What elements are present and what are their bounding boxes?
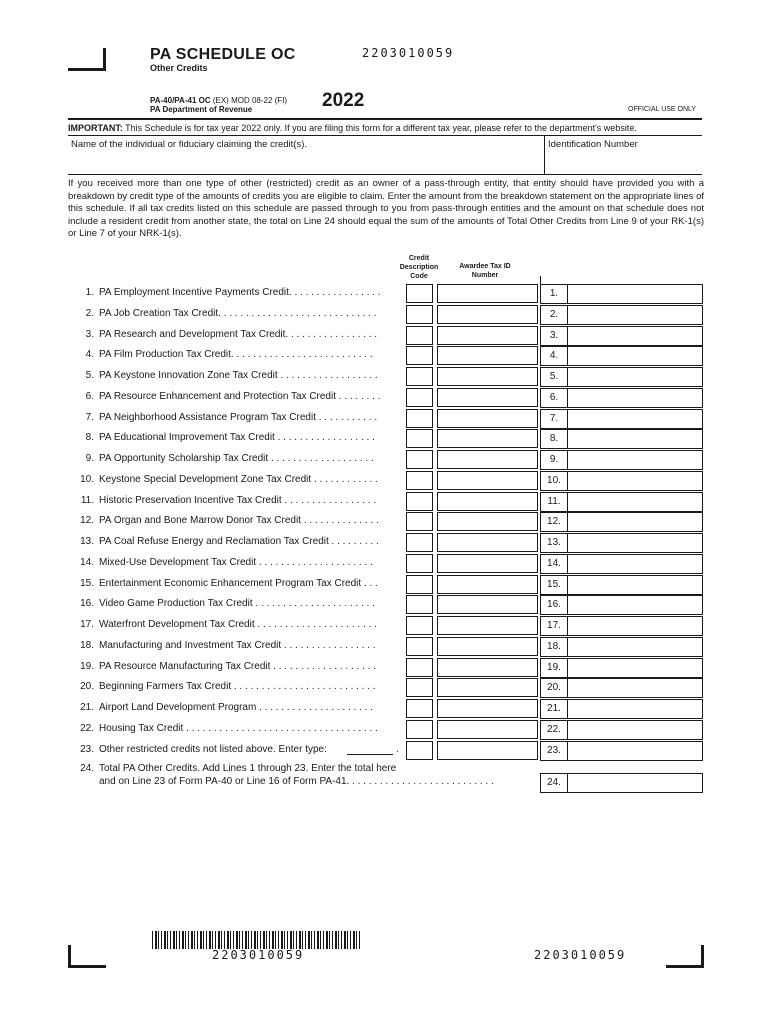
credit-line [0,326,770,346]
line-label: PA Keystone Innovation Zone Tax Credit . . . . . . . . . . . . . . . . . . [99,370,378,381]
amount-column-rule [540,276,541,284]
amount-input[interactable] [567,284,703,304]
corner-mark-bottom-left [68,945,106,968]
name-field-label: Name of the individual or fiduciary claiming the credit(s). [71,139,308,150]
line-label: Entertainment Economic Enhancement Program Tax Credit . . . [99,577,378,589]
line-number: 4. [85,349,94,361]
amount-input[interactable] [567,471,703,491]
barcode-number-bottom-left: 2203010059 [212,948,305,962]
line-label: Keystone Special Development Zone Tax Credit . . . . . . . . . . . . [99,473,378,485]
line-number: 18. [80,639,94,651]
amount-input[interactable] [567,720,703,740]
line-label: PA Coal Refuse Energy and Reclamation Tax Credit . . . . . . . . . [99,536,379,547]
line-ref: 12. [540,512,568,532]
awardee-tax-id-input[interactable] [437,554,538,573]
credit-code-input[interactable] [406,554,433,573]
amount-input[interactable] [567,388,703,408]
line-number: 9. [85,453,94,464]
credit-line [0,554,770,574]
line-number: 11. [80,494,94,506]
credit-line [0,741,770,761]
line-ref: 22. [540,720,568,740]
amount-input[interactable] [567,658,703,678]
amount-input[interactable] [567,346,703,366]
amount-input[interactable] [567,533,703,553]
line-label: PA Film Production Tax Credit. . . . . . . . . . . . . . . . . . . . . . . . . . [99,349,373,361]
line-number: 15. [80,577,94,589]
credit-code-input[interactable] [406,678,433,697]
amount-input[interactable] [567,554,703,574]
credit-code-input[interactable] [406,492,433,511]
line-label: PA Resource Enhancement and Protection Tax Credit . . . . . . . . [99,390,381,402]
credit-line [0,429,770,449]
credit-code-input[interactable] [406,699,433,718]
line-24-ref: 24. [540,773,568,793]
credit-code-input[interactable] [406,595,433,614]
line-number: 23. [80,743,94,755]
line-number: 8. [85,432,94,444]
credit-code-input[interactable] [406,346,433,365]
line-ref: 6. [540,388,568,408]
credit-line [0,575,770,595]
amount-input[interactable] [567,305,703,325]
credit-code-input[interactable] [406,326,433,345]
awardee-tax-id-input[interactable] [437,595,538,614]
awardee-tax-id-input[interactable] [437,637,538,656]
credit-code-input[interactable] [406,658,433,677]
official-use-only: OFFICIAL USE ONLY [628,106,697,113]
line-label: Housing Tax Credit . . . . . . . . . . . . . . . . . . . . . . . . . . . . . . . . . . . [99,722,378,734]
credit-line [0,699,770,719]
credit-code-input[interactable] [406,720,433,739]
line-ref: 16. [540,595,568,615]
awardee-tax-id-input[interactable] [437,658,538,677]
form-id: PA-40/PA-41 OC [150,96,211,105]
line-number: 16. [80,598,94,610]
line-ref: 4. [540,346,568,366]
credit-code-input[interactable] [406,409,433,428]
corner-mark-top-left [68,48,106,71]
instructions-paragraph: If you received more than one type of other (restricted) credit as an owner of a pass-through entity, that entity should have provided you with a breakdown by credit type of the amounts of credits you are eligible to claim. Enter the amount from the breakdown statement on the appropriate lines of this schedule. If all tax credits listed on this schedule are passed through to you from pass-through entities and the amount on that schedule does not include a resident credit from another state, the total on Line 24 should equal the sum of the amounts of Total Other Credits from Line 9 of your RK-1(s) or Line 7 of your NRK-1(s). [68,178,704,239]
credit-line [0,512,770,532]
line-number: 2. [85,307,94,319]
credit-line [0,533,770,553]
line-ref: 7. [540,409,568,429]
line-label: PA Job Creation Tax Credit. . . . . . . . . . . . . . . . . . . . . . . . . . . . . [99,307,377,319]
line-ref: 21. [540,699,568,719]
amount-input[interactable] [567,595,703,615]
id-number-field[interactable] [545,136,702,175]
form-id-line [150,96,287,105]
credit-code-input[interactable] [406,533,433,552]
awardee-tax-id-input[interactable] [437,575,538,594]
awardee-tax-id-input[interactable] [437,492,538,511]
line-number: 5. [85,370,94,381]
credit-code-input[interactable] [406,741,433,760]
credit-line [0,471,770,491]
awardee-tax-id-input[interactable] [437,367,538,386]
amount-input[interactable] [567,575,703,595]
important-text: This Schedule is for tax year 2022 only. If you are filing this form for a different tax year, please refer to the department's website. [125,123,637,133]
amount-input[interactable] [567,699,703,719]
awardee-tax-id-input[interactable] [437,305,538,324]
line-label: PA Research and Development Tax Credit. . . . . . . . . . . . . . . . . [99,328,378,340]
line-ref: 3. [540,326,568,346]
credit-line [0,720,770,740]
amount-input[interactable] [567,616,703,636]
amount-input[interactable] [567,492,703,512]
line-24-text-2: and on Line 23 of Form PA-40 or Line 16 of Form PA-41. . . . . . . . . . . . . . . . . . . . . . . . . . . [99,776,494,787]
credit-line [0,388,770,408]
line-number: 7. [85,411,94,423]
credit-code-input[interactable] [406,305,433,324]
line-number: 10. [80,473,94,485]
line-ref: 11. [540,492,568,512]
credit-code-input[interactable] [406,284,433,303]
credit-line [0,658,770,678]
corner-mark-bottom-right [666,945,704,968]
credit-code-column-header: Credit Description Code [399,255,439,280]
amount-input[interactable] [567,367,703,387]
credit-line [0,284,770,304]
amount-input[interactable] [567,450,703,470]
line-label: PA Educational Improvement Tax Credit . . . . . . . . . . . . . . . . . . [99,432,375,444]
credit-code-input[interactable] [406,512,433,531]
line-ref: 10. [540,471,568,491]
awardee-tax-id-input[interactable] [437,346,538,365]
line-24-number: 24. [80,763,94,774]
credit-code-input[interactable] [406,616,433,635]
form-subtitle: Other Credits [150,63,208,73]
line-label: Mixed-Use Development Tax Credit . . . . . . . . . . . . . . . . . . . . . [99,556,373,568]
awardee-tax-id-input[interactable] [437,616,538,635]
tax-year: 2022 [322,90,365,111]
line-label: Waterfront Development Tax Credit . . . . . . . . . . . . . . . . . . . . . . [99,619,377,630]
other-type-input[interactable] [347,754,393,755]
line-label: Manufacturing and Investment Tax Credit . . . . . . . . . . . . . . . . . [99,639,376,651]
line-ref: 5. [540,367,568,387]
line-ref: 2. [540,305,568,325]
credit-line [0,346,770,366]
line-24-amount[interactable] [567,773,703,793]
line-number: 1. [85,287,94,298]
amount-input[interactable] [567,637,703,657]
line-label: Beginning Farmers Tax Credit . . . . . . . . . . . . . . . . . . . . . . . . . . [99,681,376,693]
line-ref: 8. [540,429,568,449]
line-label: Historic Preservation Incentive Tax Credit . . . . . . . . . . . . . . . . . [99,494,377,506]
awardee-tax-id-input[interactable] [437,741,538,760]
line-number: 22. [80,722,94,734]
important-label: IMPORTANT: [68,123,123,133]
barcode-number-bottom-right: 2203010059 [534,948,627,962]
credit-line [0,492,770,512]
credit-line [0,678,770,698]
credit-code-input[interactable] [406,388,433,407]
line-label: PA Neighborhood Assistance Program Tax Credit . . . . . . . . . . . [99,411,378,423]
line-label: Airport Land Development Program . . . . . . . . . . . . . . . . . . . . . [99,702,373,713]
credit-line [0,637,770,657]
awardee-tax-id-input[interactable] [437,409,538,428]
amount-input[interactable] [567,678,703,698]
amount-input[interactable] [567,429,703,449]
line-ref: 15. [540,575,568,595]
line-ref: 23. [540,741,568,761]
line-ref: 19. [540,658,568,678]
line-ref: 13. [540,533,568,553]
amount-input[interactable] [567,326,703,346]
credit-code-input[interactable] [406,471,433,490]
line-number: 20. [80,681,94,693]
line-number: 17. [80,619,94,630]
amount-input[interactable] [567,741,703,761]
credit-line [0,616,770,636]
credit-code-input[interactable] [406,429,433,448]
form-meta: (EX) MOD 08-22 (FI) [212,96,288,105]
line-ref: 18. [540,637,568,657]
line-label: PA Resource Manufacturing Tax Credit . . . . . . . . . . . . . . . . . . . [99,660,376,672]
awardee-tax-id-input[interactable] [437,533,538,552]
header-rule [68,118,702,120]
line-label: Other restricted credits not listed above. Enter type: [99,743,327,755]
awardee-tax-id-column-header: Awardee Tax ID Number [459,263,511,279]
line-number: 3. [85,328,94,340]
footer-barcode [152,931,362,949]
credit-line [0,305,770,325]
line-23-dot: . [396,743,399,755]
amount-input[interactable] [567,512,703,532]
form-title: PA SCHEDULE OC [150,46,296,63]
credit-code-input[interactable] [406,450,433,469]
barcode-number-top: 2203010059 [362,46,455,60]
awardee-tax-id-input[interactable] [437,699,538,718]
line-number: 19. [80,660,94,672]
credit-line [0,367,770,387]
awardee-tax-id-input[interactable] [437,429,538,448]
line-number: 12. [80,515,94,527]
line-label: Video Game Production Tax Credit . . . . . . . . . . . . . . . . . . . . . . [99,598,375,610]
line-number: 21. [80,702,94,713]
awardee-tax-id-input[interactable] [437,450,538,469]
important-notice [68,123,708,133]
credit-code-input[interactable] [406,575,433,594]
line-number: 13. [80,536,94,547]
line-24-text-1: Total PA Other Credits. Add Lines 1 through 23. Enter the total here [99,763,397,774]
line-ref: 1. [540,284,568,304]
line-label: PA Opportunity Scholarship Tax Credit . . . . . . . . . . . . . . . . . . . [99,453,374,464]
awardee-tax-id-input[interactable] [437,326,538,345]
credit-line [0,409,770,429]
line-24 [0,763,770,793]
awardee-tax-id-input[interactable] [437,720,538,739]
awardee-tax-id-input[interactable] [437,388,538,407]
awardee-tax-id-input[interactable] [437,471,538,490]
credit-line [0,450,770,470]
credit-code-input[interactable] [406,367,433,386]
credit-line [0,595,770,615]
awardee-tax-id-input[interactable] [437,512,538,531]
line-ref: 17. [540,616,568,636]
awardee-tax-id-input[interactable] [437,678,538,697]
department-name: PA Department of Revenue [150,105,253,114]
line-number: 14. [80,556,94,568]
line-ref: 14. [540,554,568,574]
line-ref: 9. [540,450,568,470]
line-label: PA Organ and Bone Marrow Donor Tax Credit . . . . . . . . . . . . . . [99,515,379,527]
line-ref: 20. [540,678,568,698]
line-number: 6. [85,390,94,402]
awardee-tax-id-input[interactable] [437,284,538,303]
credit-code-input[interactable] [406,637,433,656]
name-field[interactable] [68,136,545,175]
line-label: PA Employment Incentive Payments Credit. . . . . . . . . . . . . . . . . [99,287,381,298]
amount-input[interactable] [567,409,703,429]
id-number-label: Identification Number [548,139,638,150]
